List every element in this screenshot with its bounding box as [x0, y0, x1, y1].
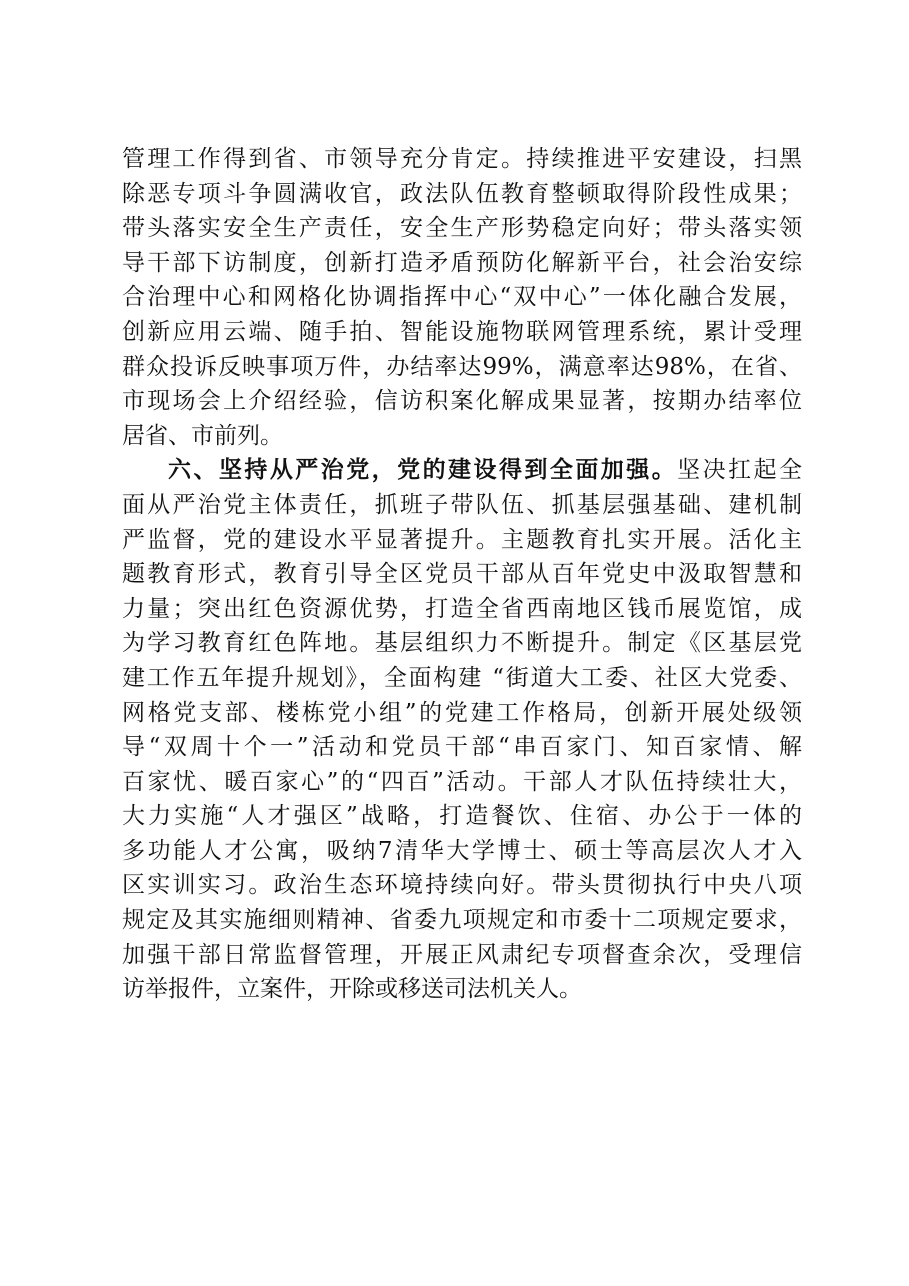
text-line: 合治理中心和网格化协调指挥中心“双中心”一体化融合发展， [122, 284, 802, 311]
document-body [122, 142, 802, 1007]
text-line: 管理工作得到省、市领导充分肯定。持续推进平安建设，扫黑 [122, 146, 802, 172]
text-span: 坚决扛起全 [677, 457, 803, 484]
text-line: 加强干部日常监督管理，开展正风肃纪专项督查余次，受理信 [122, 941, 802, 968]
text-line: 导干部下访制度，创新打造矛盾预防化解新平台，社会治安综 [122, 249, 802, 276]
text-line: 市现场会上介绍经验，信访积案化解成果显著，按期办结率位 [122, 388, 802, 415]
text-line: 导“双周十个一”活动和党员干部“串百家门、知百家情、解 [122, 734, 802, 761]
text-line: 创新应用云端、随手拍、智能设施物联网管理系统，累计受理 [122, 318, 802, 345]
text-line: 居省、市前列。 [122, 422, 283, 449]
paragraph-party-building [122, 453, 802, 1007]
text-line: 带头落实安全生产责任，安全生产形势稳定向好；带头落实领 [122, 215, 802, 242]
text-line [122, 453, 802, 488]
text-line: 区实训实习。政治生态环境持续向好。带头贯彻执行中央八项 [122, 872, 802, 899]
text-line: 群众投诉反映事项万件，办结率达99%，满意率达98%，在省、 [122, 353, 802, 380]
text-line: 建工作五年提升规划》，全面构建 “街道大工委、社区大党委、 [122, 664, 802, 691]
text-line: 大力实施“人才强区”战略，打造餐饮、住宿、办公于一体的 [122, 803, 802, 830]
text-line: 除恶专项斗争圆满收官，政法队伍教育整顿取得阶段性成果； [122, 180, 802, 207]
text-line: 为学习教育红色阵地。基层组织力不断提升。制定《区基层党 [122, 630, 802, 657]
text-line: 力量；突出红色资源优势，打造全省西南地区钱币展览馆，成 [122, 595, 802, 622]
text-line: 网格党支部、楼栋党小组”的党建工作格局，创新开展处级领 [122, 699, 802, 726]
text-line: 百家忧、暖百家心”的“四百”活动。干部人才队伍持续壮大， [122, 768, 802, 795]
text-line: 面从严治党主体责任，抓班子带队伍、抓基层强基础、建机制 [122, 491, 802, 518]
text-line: 题教育形式，教育引导全区党员干部从百年党史中汲取智慧和 [122, 561, 802, 588]
text-line: 多功能人才公寓，吸纳7清华大学博士、硕士等高层次人才入 [122, 837, 802, 864]
section-heading: 六、坚持从严治党，党的建设得到全面加强。 [168, 456, 678, 484]
paragraph-public-security [122, 142, 802, 453]
text-line: 访举报件，立案件，开除或移送司法机关人。 [122, 976, 582, 1003]
text-line: 严监督，党的建设水平显著提升。主题教育扎实开展。活化主 [122, 526, 802, 553]
text-line: 规定及其实施细则精神、省委九项规定和市委十二项规定要求， [122, 907, 802, 934]
